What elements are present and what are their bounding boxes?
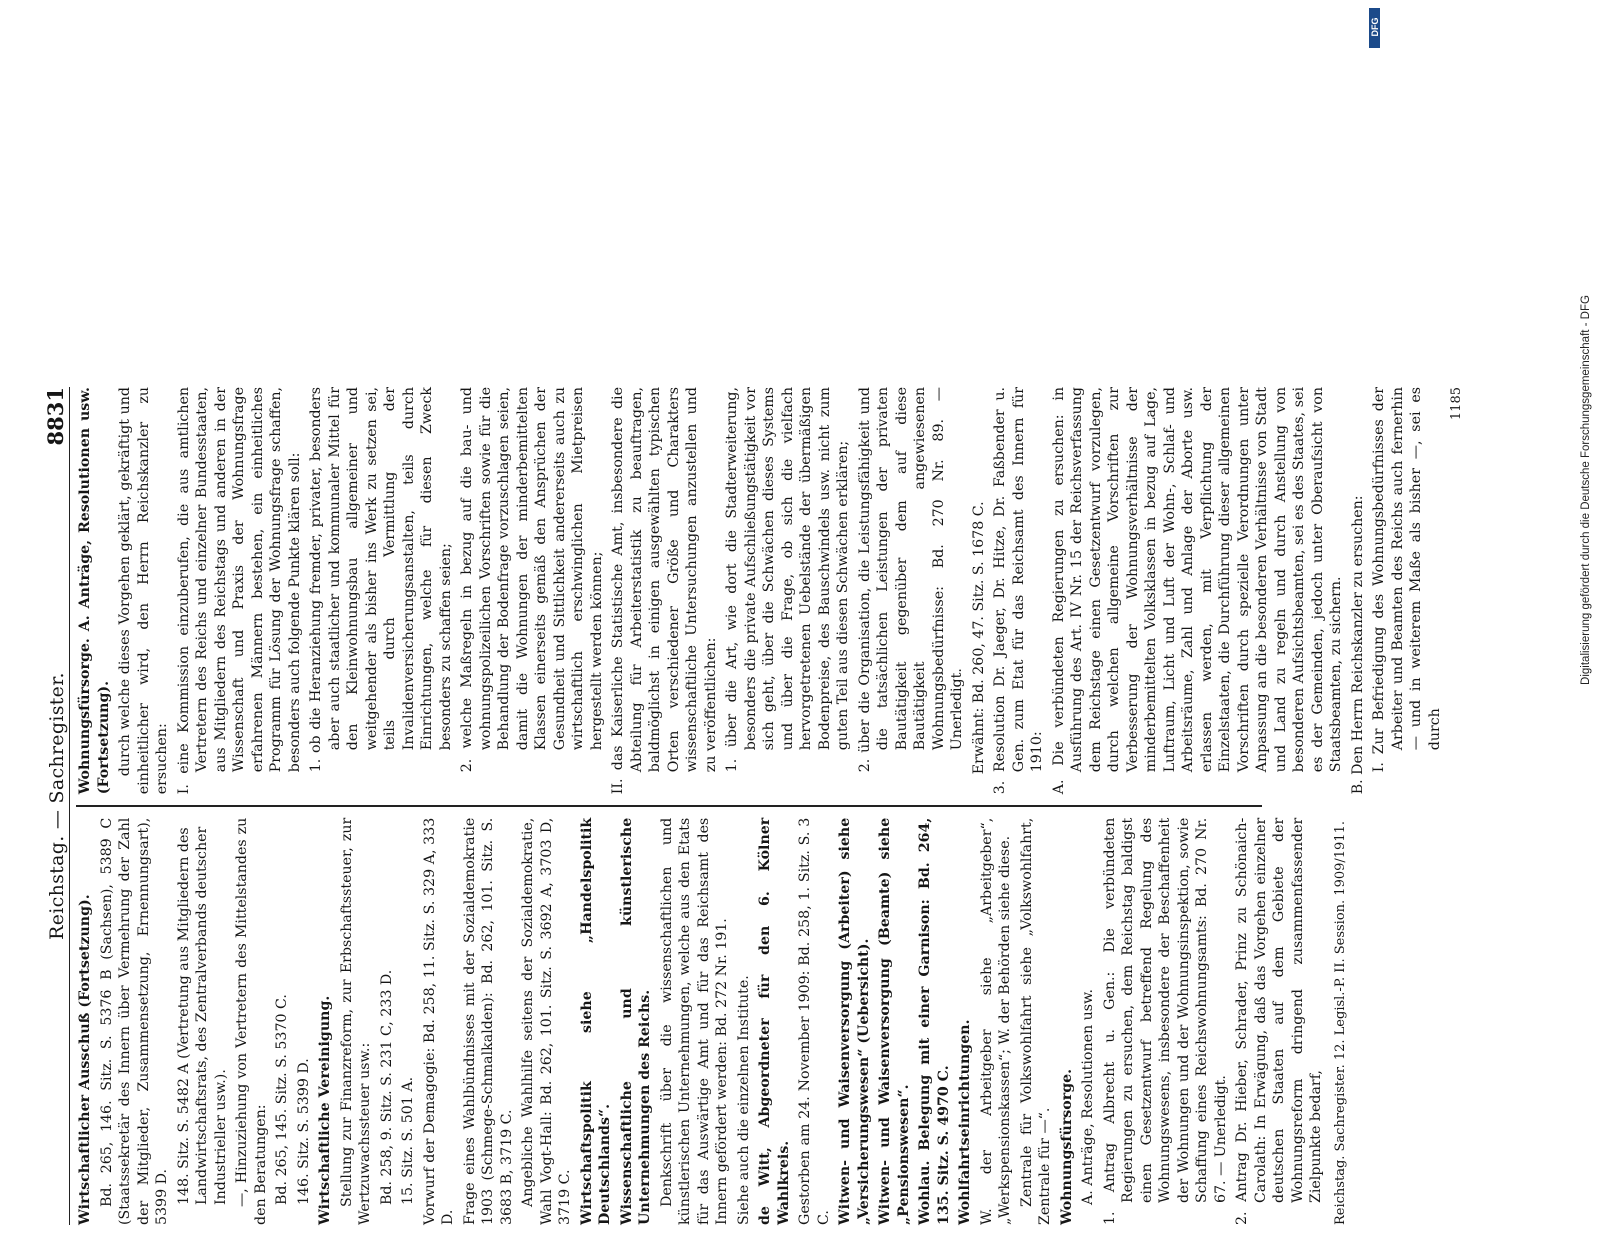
running-head-title: Reichstag. — Sachregister. bbox=[46, 672, 68, 940]
index-entry: 148. Sitz. S. 5482 A (Vertretung aus Mitgliedern des Landwirtschaftsrats, des Zentralverbands deutscher Industrieller usw.). bbox=[175, 826, 229, 1205]
index-entry: Bd. 265, 145. Sitz. S. 5370 C. bbox=[274, 994, 290, 1205]
index-entry: Angebliche Wahlhilfe seitens der Sozialdemokratie, Wahl Vogt-Hall: Bd. 262, 101. Sitz. S. 3692 A, 3703 D, 3719 C. bbox=[520, 817, 573, 1225]
index-heading: Witwen- und Waisenversorgung (Beamte) siehe „Pensionswesen“. bbox=[877, 817, 912, 1225]
index-heading: Wohnungsfürsorge. A. Anträge, Resolutionen usw. (Fortsetzung). bbox=[77, 387, 112, 795]
index-entry: I. Zur Befriedigung des Wohnungsbedürfnisses der Arbeiter und Beamten des Reichs auch fernerhin — und in weiterem Maße als bisher —, sei es durch bbox=[1371, 387, 1443, 773]
index-heading: Wirtschaftliche Vereinigung. bbox=[317, 995, 333, 1225]
digitization-notice: Digitalisierung gefördert durch die Deutsche Forschungsgemeinschaft - DFG bbox=[1580, 295, 1592, 685]
index-entry: 1. Antrag Albrecht u. Gen.: Die verbündeten Regierungen zu ersuchen, dem Reichstag baldigst einen Gesetzentwurf betreffend Regelung des Wohnungswesens, insbesondere der Beschaffenheit der Wohnungen und der Wohnungsinspektion, sowie Schaffung eines Reichswohnungsamts: Bd. 270 Nr. 67. — Unerledigt. bbox=[1101, 817, 1229, 1225]
right-column bbox=[76, 387, 1464, 795]
index-heading: Wohnungsfürsorge. bbox=[1058, 1068, 1075, 1225]
running-head bbox=[43, 387, 70, 1225]
index-entry: 15. Sitz. S. 501 A. bbox=[400, 1076, 416, 1205]
index-entry: 1. über die Art, wie dort die Stadterweiterung, besonders die private Aufschließungstätigkeit vor sich geht, über die Schwächen dieses Systems und über die Frage, ob sich die vielfach hervorgetretenen Uebelstände der übermäßigen Bodenpreise, des Bauschwindels usw. nicht zum guten Teil aus diesen Schwächen erklären; bbox=[724, 387, 851, 773]
index-entry: —, Hinzuziehung von Vertretern des Mittelstandes zu den Beratungen: bbox=[234, 817, 269, 1225]
index-heading: Wirtschaftspolitik siehe „Handelspolitik Deutschlands“. bbox=[578, 817, 613, 1225]
index-entry: A. Die verbündeten Regierungen zu ersuchen: in Ausführung des Art. IV Nr. 15 der Reichsverfassung dem Reichstage einen Gesetzentwurf vorzulegen, durch welchen allgemeine Vorschriften zur Verbesserung der Wohnungsverhältnisse der minderbemittelten Volksklassen in bezug auf Lage, Luftraum, Licht und Luft der Wohn-, Schlaf- und Arbeitsräume, Zahl und Anlage der Aborte usw. erlassen werden, mit Verpflichtung der Einzelstaaten, die Durchführung dieser allgemeinen Vorschriften durch spezielle Verordnungen unter Anpassung an die besonderen Verhältnisse von Stadt und Land zu regeln und durch Anstellung von besonderen Aufsichtsbeamten, sei es des Staates, sei es der Gemeinden, jedoch unter Oberaufsicht von Staatsbeamten, zu sichern. bbox=[1050, 387, 1344, 795]
index-entry: Stellung zur Finanzreform, zur Erbschaftssteuer, zur Wertzuwachssteuer usw.: bbox=[338, 817, 373, 1225]
signature-number: 1185 bbox=[1449, 387, 1464, 421]
index-heading: Wirtschaftlicher Ausschuß (Fortsetzung). bbox=[77, 894, 93, 1225]
index-entry: 146. Sitz. S. 5399 D. bbox=[295, 1058, 312, 1205]
index-entry: Gestorben am 24. November 1909: Bd. 258, 1. Sitz. S. 3 C. bbox=[797, 817, 832, 1225]
index-heading: Wissenschaftliche und künstlerische Unternehmungen des Reichs. bbox=[618, 817, 653, 1225]
index-entry: A. Anträge, Resolutionen usw. bbox=[1080, 988, 1096, 1205]
index-entry: durch welche dieses Vorgehen geklärt, gekräftigt und einheitlicher wird, den Herrn Reichskanzler zu ersuchen: bbox=[117, 387, 170, 795]
rotated-page-content bbox=[37, 373, 1464, 1241]
index-entry: Denkschrift über die wissenschaftlichen und künstlerischen Unternehmungen, welche aus den Etats für das Auswärtige Amt und für das Reichsamt des Innern gefördert werden: Bd. 272 Nr. 191. bbox=[658, 817, 730, 1225]
index-heading: Wohlfahrtseinrichtungen. bbox=[957, 1019, 973, 1225]
index-entry: 1. ob die Heranziehung fremder, privater, besonders aber auch staatlicher und kommunaler Mittel für den Kleinwohnungsbau allgemeiner und weitgehender als bisher ins Werk zu setzen sei, teils durch Vermittlung der Invalidenversicherungsanstalten, teils durch Einrichtungen, welche für diesen Zweck besonders zu schaffen seien; bbox=[308, 387, 454, 773]
index-entry: Zentrale für Volkswohlfahrt siehe „Volkswohlfahrt, Zentrale für —“. bbox=[1018, 817, 1053, 1225]
index-entry: W. der Arbeitgeber siehe „Arbeitgeber“, „Werkspensionskassen“; W. der Behörden siehe diese. bbox=[978, 817, 1013, 1225]
index-entry: Siehe auch die einzelnen Institute. bbox=[735, 975, 752, 1225]
index-entry: II. das Kaiserliche Statistische Amt, insbesondere die Abteilung für Arbeiterstatistik zu beauftragen, baldmöglichst in einigen ausgewählten typischen Orten verschiedener Größe und Charakters wissenschaftliche Untersuchungen anzustellen und zu veröffentlichen: bbox=[610, 387, 719, 795]
index-entry: Frage eines Wahlbündnisses mit der Sozialdemokratie 1903 (Schmege-Schmalkalden): Bd. 262, 101. Sitz. S. 3683 B, 3719 C. bbox=[461, 817, 515, 1225]
dfg-logo-text: DFG bbox=[1370, 17, 1380, 37]
right-column-entries bbox=[76, 387, 1444, 794]
index-entry: Erwähnt: Bd. 260, 47. Sitz. S. 1678 C. bbox=[970, 501, 987, 775]
page-footer: Reichstag. Sachregister. 12. Legisl.-P. II. Session. 1909/1911. bbox=[1332, 821, 1348, 1225]
index-heading: de Witt, Abgeordneter für den 6. Kölner Wahlkreis. bbox=[757, 817, 792, 1225]
left-column-entries bbox=[76, 818, 1326, 1225]
index-entry: Bd. 265, 146. Sitz. S. 5376 B (Sachsen), 5389 C (Staatssekretär des Innern über Vermehrung der Zahl der Mitglieder, Zusammensetzung, Ernennungsart), 5399 D. bbox=[98, 817, 170, 1225]
index-entry: 3. Resolution Dr. Jaeger, Dr. Hitze, Dr. Faßbender u. Gen. zum Etat für das Reichsamt des Innern für 1910: bbox=[992, 387, 1045, 795]
left-column bbox=[76, 817, 1348, 1225]
index-heading: Witwen- und Waisenversorgung (Arbeiter) siehe „Versicherungswesen“ (Uebersicht). bbox=[837, 817, 872, 1225]
index-heading: Wohlau. Belegung mit einer Garnison: Bd. 264, 135. Sitz. S. 4970 C. bbox=[917, 817, 952, 1225]
dfg-logo bbox=[1369, 8, 1380, 48]
index-entry: 2. welche Maßregeln in bezug auf die bau- und wohnungspolizeilichen Vorschriften sowie für die Behandlung der Bodenfrage vorzuschlagen seien, damit die Wohnungen der minderbemittelten Klassen einerseits gemäß den Ansprüchen der Gesundheit und Sittlichkeit andererseits auch zu wirtschaftlich erschwinglichen Mietpreisen hergestellt werden können; bbox=[459, 387, 605, 773]
page-number: 8831 bbox=[43, 387, 68, 446]
index-entry: B. Den Herrn Reichskanzler zu ersuchen: bbox=[1349, 495, 1366, 795]
index-entry: Vorwurf der Demagogie: Bd. 258, 11. Sitz. S. 329 A, 333 D. bbox=[421, 817, 456, 1225]
index-entry: 2. Antrag Dr. Hieber, Schrader, Prinz zu Schönaich-Carolath: In Erwägung, daß das Vorgehen einzelner deutschen Staaten auf dem Gebiete der Wohnungsreform dringend zusammenfassender Zielpunkte bedarf, bbox=[1234, 817, 1324, 1225]
column-divider bbox=[76, 805, 1262, 806]
index-entry: 2. über die Organisation, die Leistungsfähigkeit und die tatsächlichen Leistungen der privaten Bautätigkeit gegenüber dem auf diese Bautätigkeit angewiesenen Wohnungsbedürfnisse: Bd. 270 Nr. 89. — Unerledigt. bbox=[856, 387, 965, 773]
index-entry: Bd. 258, 9. Sitz. S. 231 C, 233 D. bbox=[378, 969, 395, 1205]
two-column-body bbox=[76, 387, 1464, 1225]
index-entry: I. eine Kommission einzuberufen, die aus amtlichen Vertretern des Reichs und einzelner Bundesstaaten, aus Mitgliedern des Reichstags und anderen in der Wissenschaft und Praxis der Wohnungsfrage erfahrenen Männern bestehen, ein einheitliches Programm für Lösung der Wohnungsfrage schaffen, besonders auch folgende Punkte klären soll: bbox=[175, 387, 303, 795]
